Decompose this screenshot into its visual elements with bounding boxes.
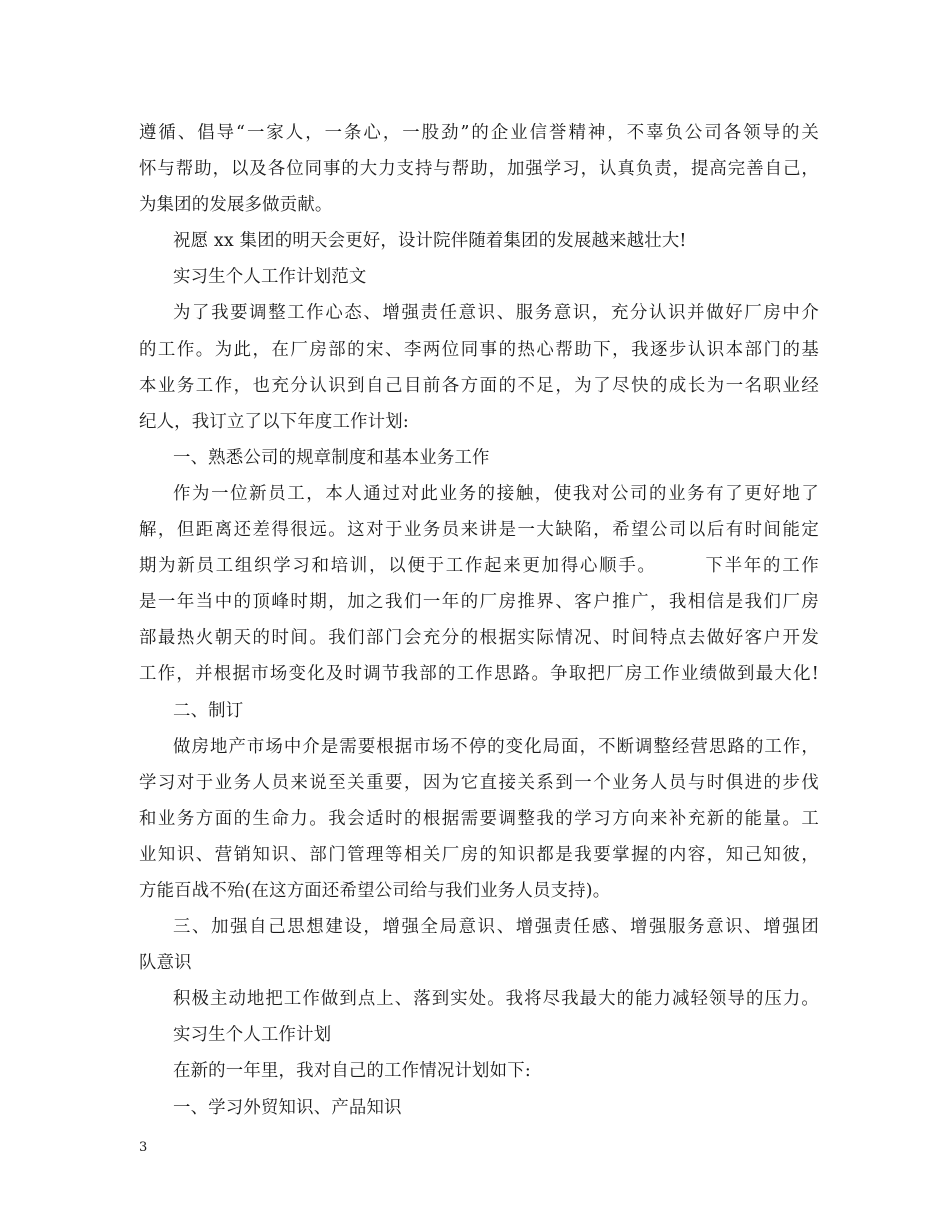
text-line: 方能百战不殆(在这方面还希望公司给与我们业务人员支持)。	[139, 880, 611, 901]
text-line: 实习生个人工作计划	[173, 1025, 332, 1046]
text-line: 学习对于业务人员来说至关重要，因为它直接关系到一个业务人员与时俱进的步伐	[139, 772, 819, 793]
text-line: 为了我要调整工作心态、增强责任意识、服务意识，充分认识并做好厂房中介	[173, 303, 819, 324]
text-line: 队意识	[139, 953, 192, 974]
text-line: 和业务方面的生命力。我会适时的根据需要调整我的学习方向来补充新的能量。工	[139, 808, 819, 829]
body-text	[139, 115, 819, 1126]
text-line: 做房地产市场中介是需要根据市场不停的变化局面，不断调整经营思路的工作，	[173, 736, 819, 757]
text-line: 是一年当中的顶峰时期，加之我们一年的厂房推界、客户推广，我相信是我们厂房	[139, 592, 819, 613]
text-line: 实习生个人工作计划范文	[173, 267, 367, 288]
text-line: 为集团的发展多做贡献。	[139, 195, 333, 216]
text-line: 工作，并根据市场变化及时调节我部的工作思路。争取把厂房工作业绩做到最大化!	[139, 664, 819, 685]
text-line: 遵循、倡导“一家人，一条心，一股劲”的企业信誉精神，不辜负公司各领导的关	[139, 123, 819, 143]
text-line: 祝愿 xx 集团的明天会更好，设计院伴随着集团的发展越来越壮大!	[173, 231, 687, 252]
text-line: 怀与帮助，以及各位同事的大力支持与帮助，加强学习，认真负责，提高完善自己，	[139, 159, 819, 180]
text-line: 积极主动地把工作做到点上、落到实处。我将尽我最大的能力减轻领导的压力。	[173, 989, 819, 1010]
text-line: 本业务工作，也充分认识到自己目前各方面的不足，为了尽快的成长为一名职业经	[139, 375, 819, 396]
text-line: 业知识、营销知识、部门管理等相关厂房的知识都是我要掌握的内容，知己知彼，	[139, 844, 819, 865]
text-line: 纪人，我订立了以下年度工作计划:	[139, 411, 409, 432]
page-number: 3	[139, 1140, 148, 1155]
text-line: 期为新员工组织学习和培训，以便于工作起来更加得心顺手。 下半年的工作	[139, 556, 819, 577]
text-line: 一、熟悉公司的规章制度和基本业务工作	[173, 447, 490, 468]
text-line: 部最热火朝天的时间。我们部门会充分的根据实际情况、时间特点去做好客户开发	[139, 628, 819, 649]
text-line: 解，但距离还差得很远。这对于业务员来讲是一大缺陷，希望公司以后有时间能定	[139, 520, 819, 541]
text-line: 二、制订	[173, 700, 244, 721]
text-line: 在新的一年里，我对自己的工作情况计划如下:	[173, 1061, 531, 1082]
text-line: 的工作。为此，在厂房部的宋、李两位同事的热心帮助下，我逐步认识本部门的基	[139, 339, 819, 360]
text-line: 三、加强自己思想建设，增强全局意识、增强责任感、增强服务意识、增强团	[173, 917, 819, 938]
text-line: 一、学习外贸知识、产品知识	[173, 1097, 402, 1118]
text-line: 作为一位新员工，本人通过对此业务的接触，使我对公司的业务有了更好地了	[173, 483, 819, 504]
